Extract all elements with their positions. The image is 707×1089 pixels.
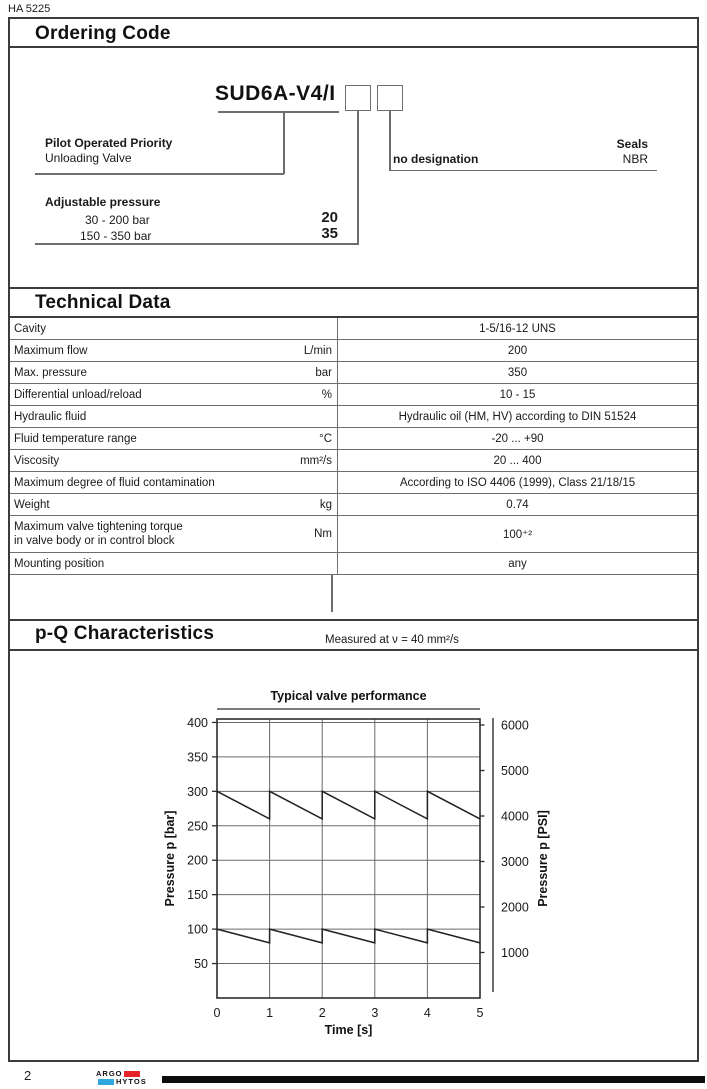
designation-box-1 <box>345 85 371 111</box>
pressure-code-2: 35 <box>321 225 338 242</box>
cell-value: 1-5/16-12 UNS <box>338 318 698 340</box>
x-tick-label: 2 <box>318 1006 326 1020</box>
pq-chart <box>150 678 575 1048</box>
cell-label: Cavity <box>10 318 266 340</box>
cell-label: Mounting position <box>10 553 266 575</box>
cell-unit: bar <box>266 362 338 384</box>
footer-bar <box>162 1076 705 1083</box>
cell-value: 100⁺² <box>338 516 698 553</box>
x-axis-title: Time [s] <box>324 1023 373 1037</box>
cell-label: Maximum degree of fluid contamination <box>10 472 266 494</box>
cell-value: 350 <box>338 362 698 384</box>
table-row <box>10 362 697 384</box>
cell-unit: Nm <box>266 516 338 553</box>
logo-blue-block <box>98 1079 114 1085</box>
cell-unit: kg <box>266 494 338 516</box>
bar-tick-label: 350 <box>187 750 208 765</box>
doc-number: HA 5225 <box>8 3 51 15</box>
adjustable-pressure-title: Adjustable pressure <box>45 195 161 209</box>
pressure-range-1: 30 - 200 bar <box>85 213 150 227</box>
cell-label: Maximum flow <box>10 340 266 362</box>
chart-title: Typical valve performance <box>270 689 427 703</box>
table-row <box>10 340 697 362</box>
cell-label: Hydraulic fluid <box>10 406 266 428</box>
table-row <box>10 516 697 553</box>
seals-underline <box>389 170 657 172</box>
psi-tick-label: 5000 <box>501 764 529 779</box>
model-code-underline <box>218 111 339 113</box>
connector-box1-to-pressure <box>357 111 359 244</box>
section-rule <box>8 619 699 621</box>
cell-unit: L/min <box>266 340 338 362</box>
x-tick-label: 5 <box>476 1006 484 1020</box>
cell-value: 200 <box>338 340 698 362</box>
x-tick-label: 4 <box>423 1006 431 1020</box>
pressure-underline <box>35 243 359 245</box>
cell-value: any <box>338 553 698 575</box>
bar-tick-label: 200 <box>187 853 208 868</box>
cell-unit <box>266 553 338 575</box>
table-row <box>10 384 697 406</box>
cell-label <box>10 516 266 553</box>
page-number: 2 <box>24 1068 32 1083</box>
cell-label-line1: Maximum valve tightening torque <box>14 521 183 533</box>
cell-label: Weight <box>10 494 266 516</box>
cell-label: Max. pressure <box>10 362 266 384</box>
pq-characteristics-title: p-Q Characteristics <box>35 623 215 644</box>
cell-unit <box>266 472 338 494</box>
connector-box2-to-seals <box>389 111 391 171</box>
pilot-label <box>45 136 172 166</box>
cell-unit <box>266 318 338 340</box>
chart-series-1 <box>217 929 480 943</box>
cell-unit <box>266 406 338 428</box>
cell-value: 20 ... 400 <box>338 450 698 472</box>
bar-tick-label: 400 <box>187 715 208 730</box>
seals-value: NBR <box>622 152 648 166</box>
psi-tick-label: 6000 <box>501 718 529 733</box>
model-code: SUD6A-V4/I <box>215 82 336 105</box>
cell-label-line2: in valve body or in control block <box>14 535 175 547</box>
connector-model-to-pilot <box>283 112 285 174</box>
bar-tick-label: 150 <box>187 888 208 903</box>
pilot-label-line1: Pilot Operated Priority <box>45 136 173 150</box>
pressure-code-1: 20 <box>321 209 338 226</box>
ordering-code-title: Ordering Code <box>35 23 171 44</box>
table-row <box>10 494 697 516</box>
cell-value: 0.74 <box>338 494 698 516</box>
bar-tick-label: 100 <box>187 922 208 937</box>
logo-text-hytos: HYTOS <box>116 1077 147 1086</box>
psi-tick-label: 4000 <box>501 809 529 824</box>
plot-border <box>217 719 480 998</box>
y-axis-title-bar: Pressure p [bar] <box>163 810 177 907</box>
pilot-label-line2: Unloading Valve <box>45 151 132 165</box>
measured-at-note: Measured at ν = 40 mm²/s <box>325 634 459 646</box>
cell-value: -20 ... +90 <box>338 428 698 450</box>
pilot-underline <box>35 173 284 175</box>
table-row <box>10 318 697 340</box>
table-row <box>10 428 697 450</box>
table-row <box>10 553 697 575</box>
table-row <box>10 450 697 472</box>
argo-hytos-logo <box>96 1070 147 1086</box>
bar-tick-label: 250 <box>187 819 208 834</box>
cell-unit: % <box>266 384 338 406</box>
designation-box-2 <box>377 85 403 111</box>
bar-tick-label: 50 <box>194 957 208 972</box>
psi-tick-label: 1000 <box>501 946 529 961</box>
cell-unit: °C <box>266 428 338 450</box>
cell-value: 10 - 15 <box>338 384 698 406</box>
no-designation-label: no designation <box>393 152 479 166</box>
seals-title: Seals <box>616 137 648 151</box>
logo-red-block <box>124 1071 140 1077</box>
section-rule <box>8 649 699 651</box>
table-divider-extension <box>331 574 333 612</box>
cell-value: Hydraulic oil (HM, HV) according to DIN 51524 <box>338 406 698 428</box>
x-tick-label: 1 <box>266 1006 274 1020</box>
bar-tick-label: 300 <box>187 784 208 799</box>
technical-data-table <box>10 318 697 575</box>
cell-label: Viscosity <box>10 450 266 472</box>
cell-label: Differential unload/reload <box>10 384 266 406</box>
psi-tick-label: 2000 <box>501 900 529 915</box>
technical-data-title: Technical Data <box>35 292 171 313</box>
x-tick-label: 3 <box>371 1006 379 1020</box>
section-rule <box>8 46 699 48</box>
cell-unit: mm²/s <box>266 450 338 472</box>
logo-text-argo: ARGO <box>96 1069 123 1078</box>
table-row <box>10 472 697 494</box>
x-tick-label: 0 <box>213 1006 221 1020</box>
cell-value: According to ISO 4406 (1999), Class 21/18/15 <box>338 472 698 494</box>
chart-series-0 <box>217 791 480 819</box>
cell-label: Fluid temperature range <box>10 428 266 450</box>
table-row <box>10 406 697 428</box>
pressure-range-2: 150 - 350 bar <box>80 229 152 243</box>
section-rule <box>8 287 699 289</box>
psi-tick-label: 3000 <box>501 855 529 870</box>
y-axis-title-psi: Pressure p [PSI] <box>536 810 550 907</box>
